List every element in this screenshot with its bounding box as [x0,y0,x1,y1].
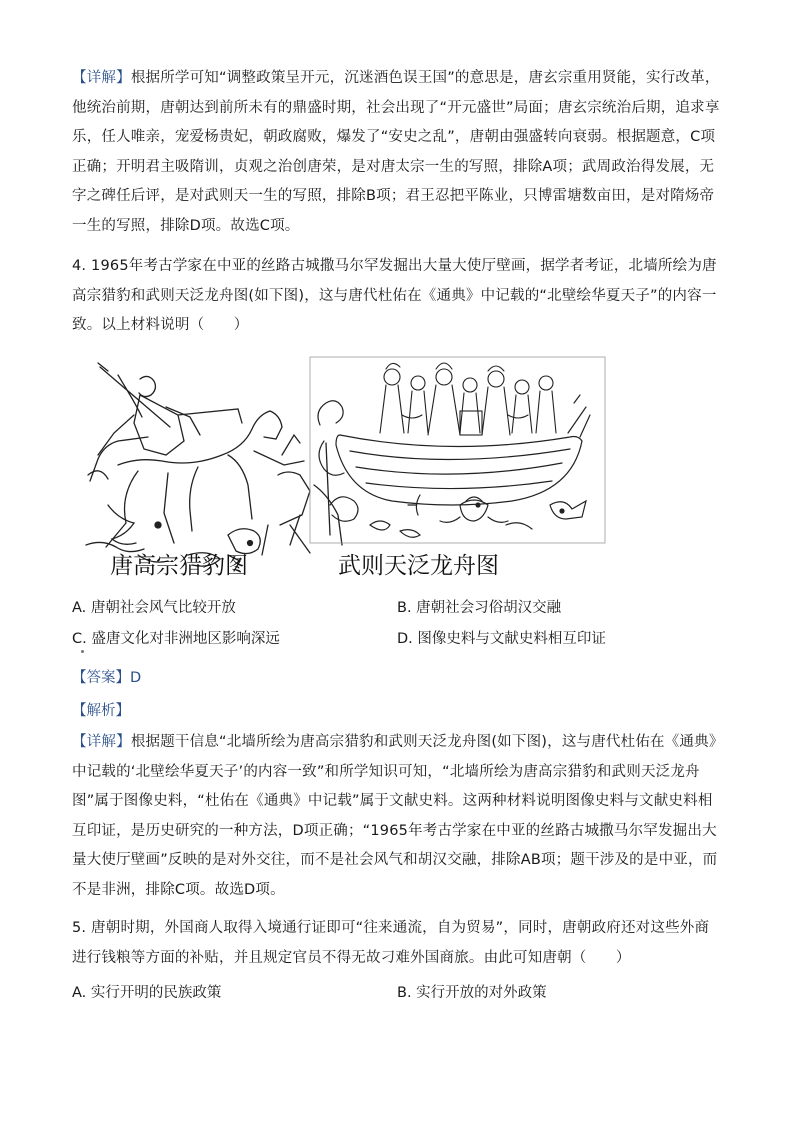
q4-detail-text: 根据题干信息“北墙所绘为唐高宗猎豹和武则天泛龙舟图(如下图)，这与唐代杜佑在《通典》中记载的‘北壁绘华夏天子’的内容一致”和所学知识可知，“北墙所绘为唐高宗猎豹和武则天泛龙舟图”属于图像史料，“杜佑在《通典》中记载”属于文献史料。这两种材料说明图像史料与文献史料相互印证，是历史研究的一种方法，D项正确；“1965年考古学家在中亚的丝路古城撒马尔罕发掘出大量大使厅壁画”反映的是对外交往，而不是社会风气和胡汉交融，排除AB项；题干涉及的是中亚，而不是非洲，排除C项。故选D项。 [72,734,718,898]
q5-stem: 5. 唐朝时期，外国商人取得入境通行证即可“往来通流，自为贸易”，同时，唐朝政府还对这些外商进行钱粮等方面的补贴，并且规定官员不得无故刁难外国商旅。由此可知唐朝（ ） [72,920,710,966]
caption-hunting: 唐高宗猎豹图 [110,553,248,579]
q3-detail-text: 根据所学可知“调整政策呈开元，沉迷酒色误王国”的意思是，唐玄宗重用贤能，实行改革，他统治前期，唐朝达到前所未有的鼎盛时期，社会出现了“开元盛世”局面；唐玄宗统治后期，追求享乐，任人唯亲，宠爱杨贵妃，朝政腐败，爆发了“安史之乱”，唐朝由强盛转向衰弱。根据题意，C项正确；开明君主吸隋训，贞观之治创唐荣，是对唐太宗一生的写照，排除A项；武周政治得发展，无字之碑任后评，是对武则天一生的写照，排除B项；君王忍把平陈业，只博雷塘数亩田，是对隋炀帝一生的写照，排除D项。故选C项。 [72,70,720,234]
caption-dragon-boat: 武则天泛龙舟图 [338,553,499,579]
hunting-scene-drawing [86,363,342,571]
q5-option-b[interactable]: B. 实行开放的对外政策 [397,985,547,1001]
q4-answer: 【答案】D [72,670,142,686]
q4-analysis-tag: 【解析】 [72,703,130,719]
q4-detail-paragraph [72,728,722,905]
q4-stem: 4. 1965年考古学家在中亚的丝路古城撒马尔罕发掘出大量大使厅壁画，据学者考证，北墙所绘为唐高宗猎豹和武则天泛龙舟图(如下图)，这与唐代杜佑在《通典》中记载的“北壁绘华夏天子”的内容一致。以上材料说明（ ） [72,258,717,333]
q5-option-a[interactable]: A. 实行开明的民族政策 [72,985,222,1001]
stray-mark [81,650,84,653]
q4-detail-tag: 【详解】 [72,734,131,750]
q4-option-c[interactable]: C. 盛唐文化对非洲地区影响深远 [72,631,280,647]
q3-detail-paragraph [72,64,722,241]
q4-option-d[interactable]: D. 图像史料与文献史料相互印证 [397,631,606,647]
q3-detail-tag: 【详解】 [72,70,131,86]
q4-mural-figure [78,355,608,585]
dragon-boat-drawing [310,357,605,543]
q4-option-b[interactable]: B. 唐朝社会习俗胡汉交融 [397,600,562,616]
q4-option-a[interactable]: A. 唐朝社会风气比较开放 [72,600,236,616]
